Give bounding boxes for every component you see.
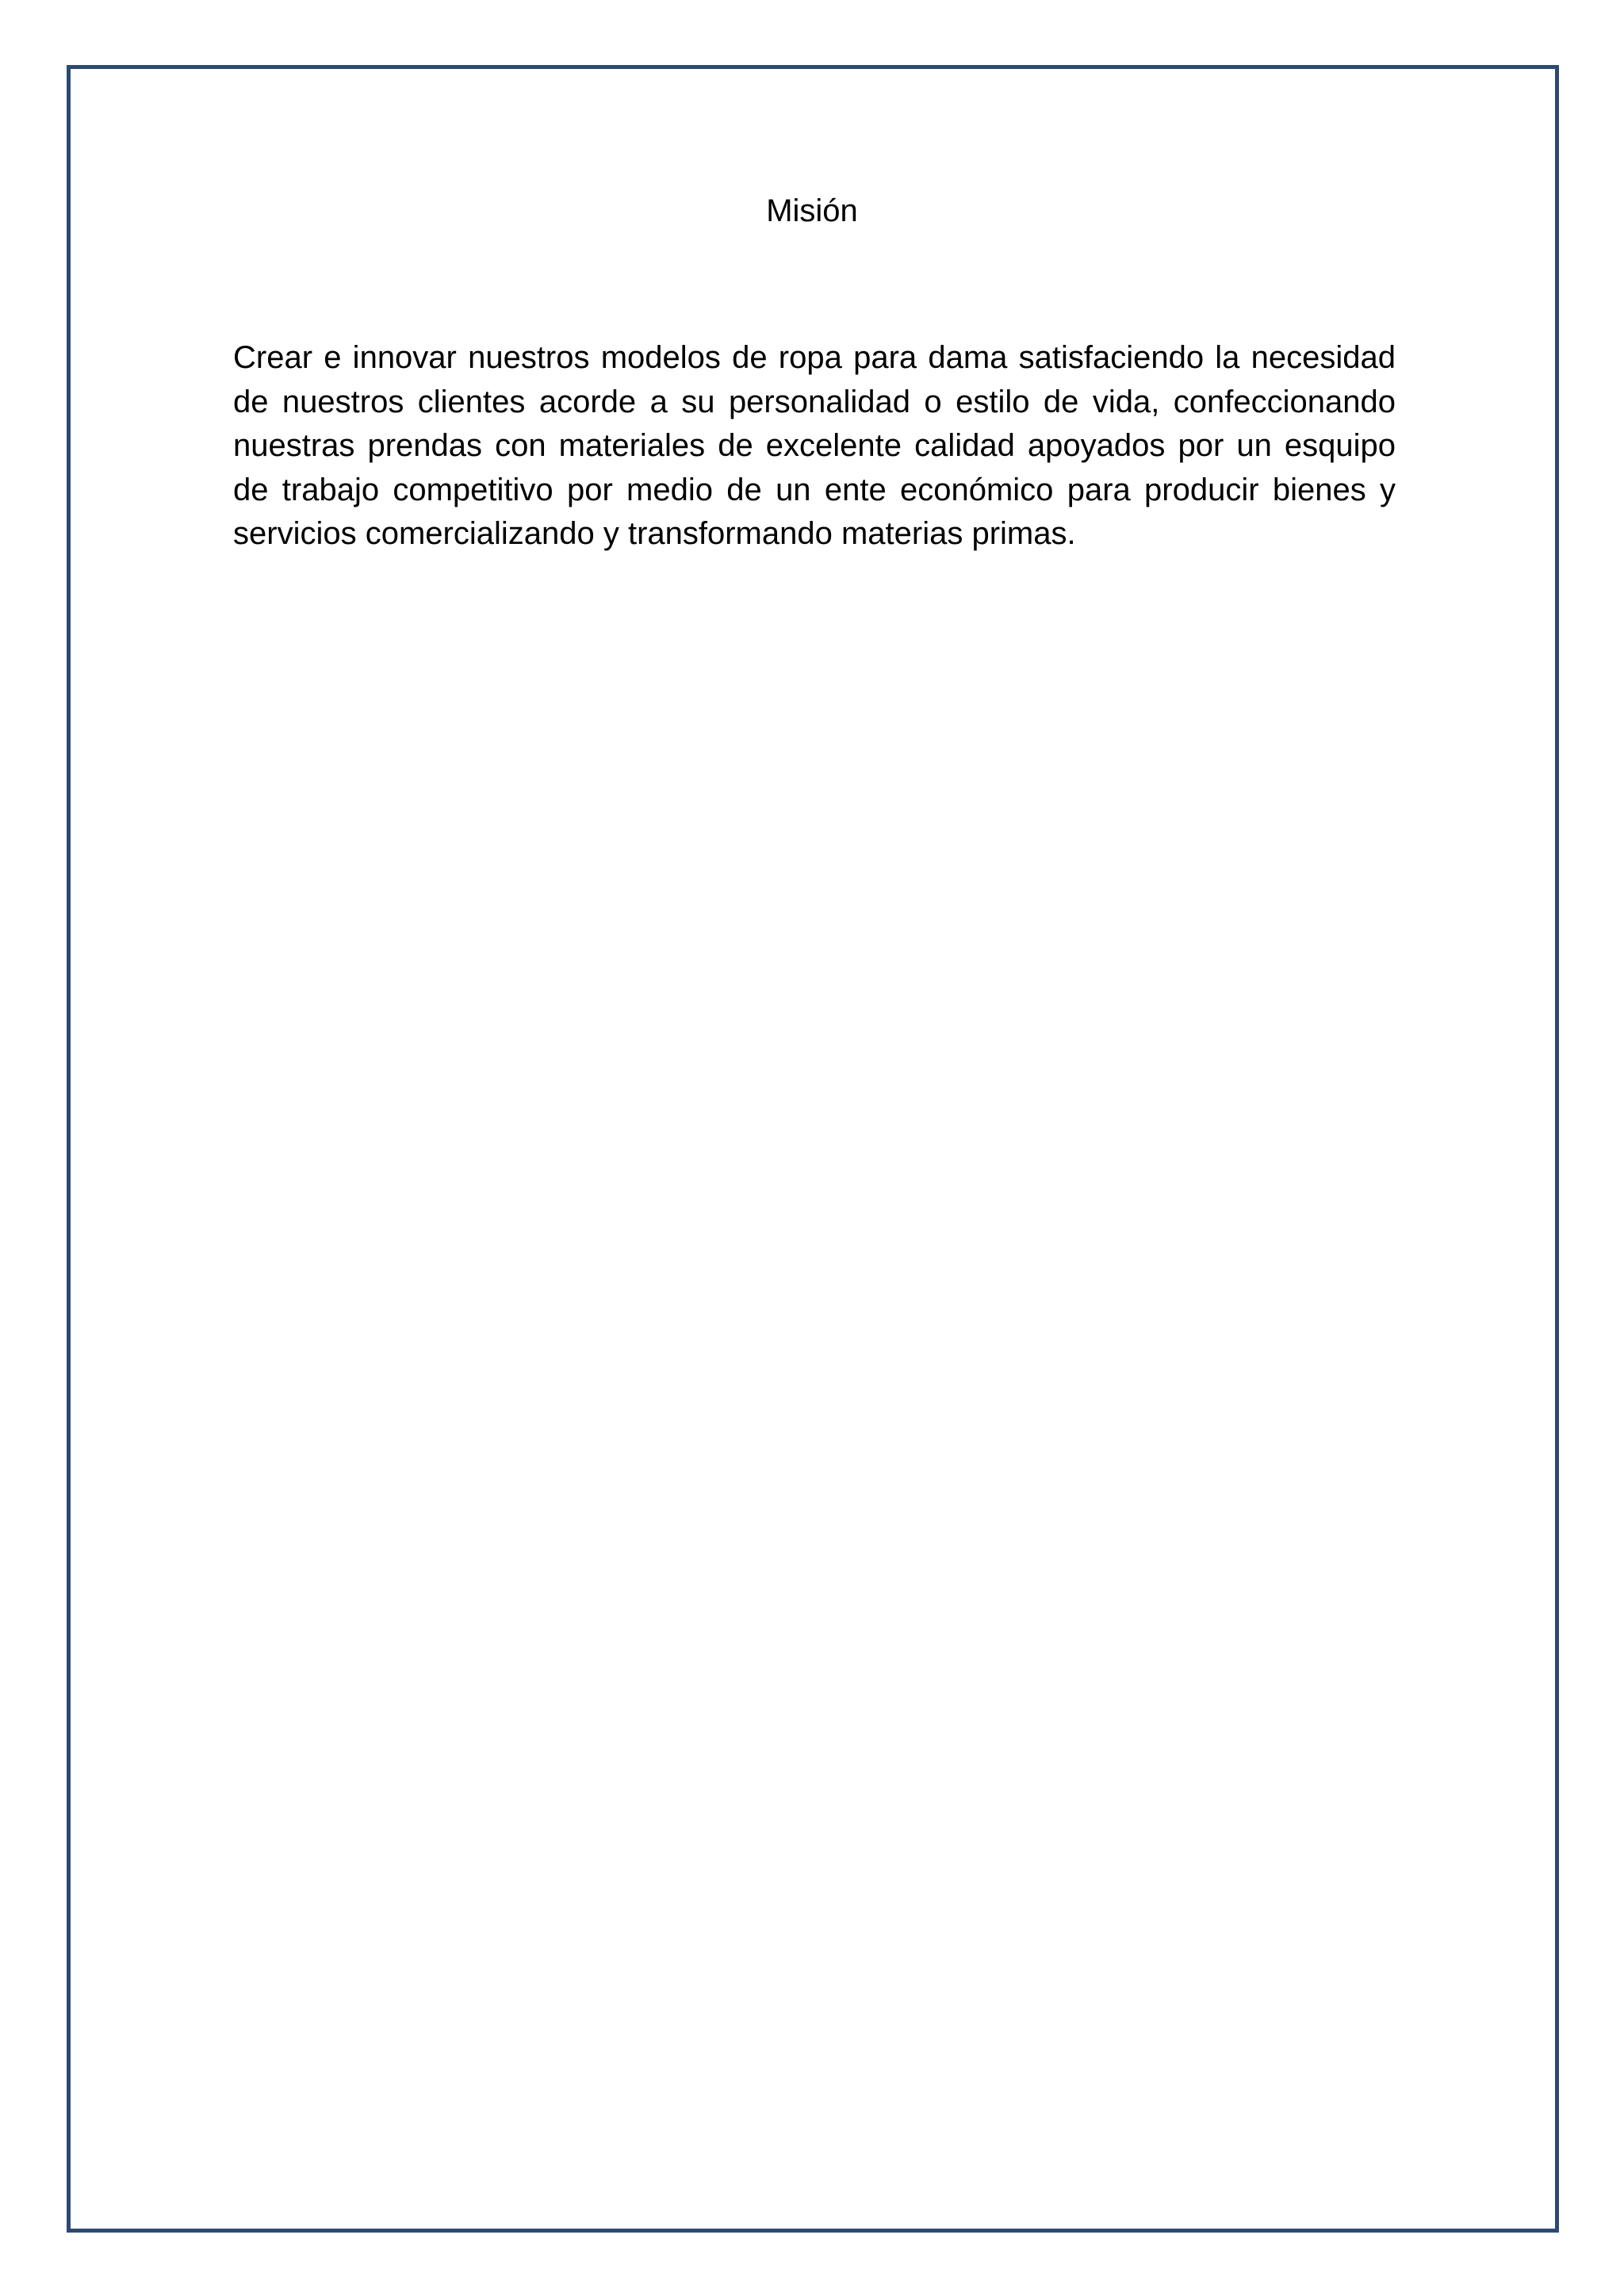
page-title: Misión — [766, 193, 858, 228]
mission-paragraph: Crear e innovar nuestros modelos de ropa para dama satisfaciendo la necesidad de nuestros clientes acorde a su personalidad o estilo de vida, confeccionando nuestras prendas con materiales de excelente calidad apoyados por un esquipo de trabajo competitivo por medio de un ente económico para producir bienes y servicios comercializando y transformando materias primas. — [233, 340, 1396, 551]
